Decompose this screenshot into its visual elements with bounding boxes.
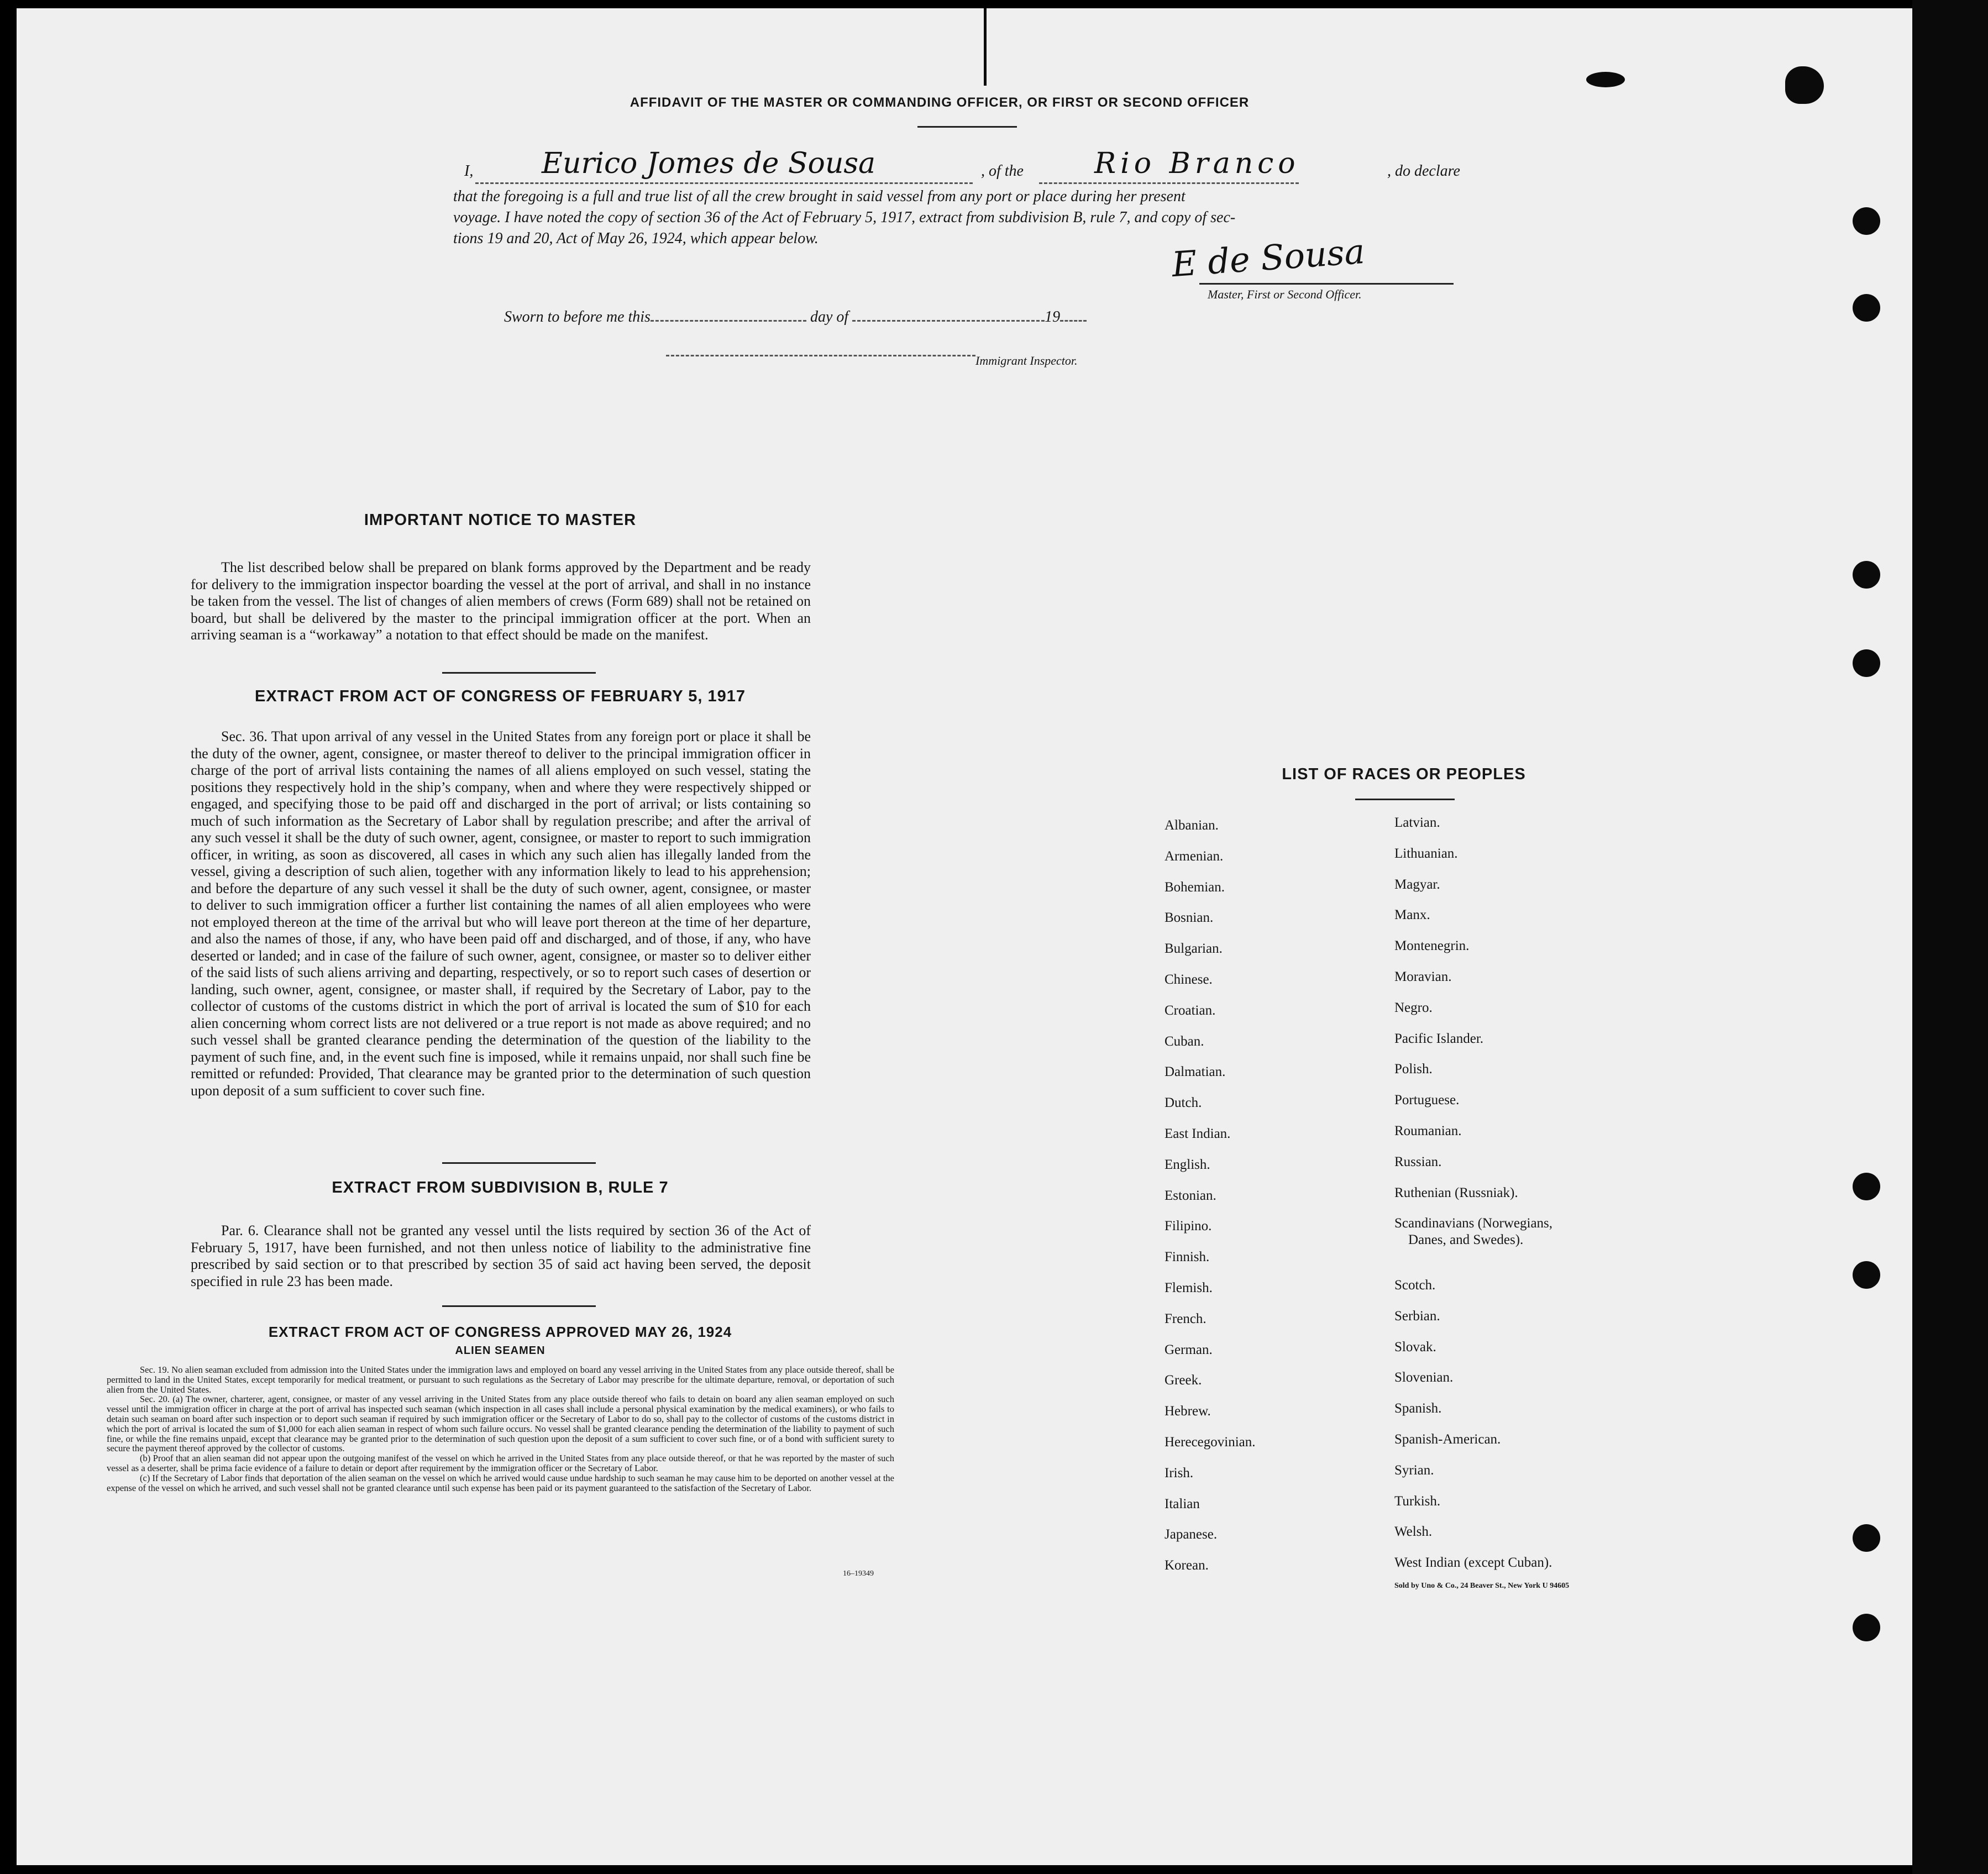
race-item: Serbian.: [1394, 1308, 1440, 1324]
sec-20b-text: (b) Proof that an alien seaman did not appear upon the outgoing manifest of the vessel on which he arrived in the United States from any place outside thereof, or that he was reported by the master of such vessel as a deserter, shall be prima facie evidence of a failure to detain or deport after requirement by the immigration officer or the Secretary of Labor.: [107, 1453, 894, 1473]
day-of-label: day of: [810, 308, 849, 326]
vessel-underline: [1039, 182, 1299, 184]
sec-20c-text: (c) If the Secretary of Labor finds that deportation of the alien seaman on the vessel on which he arrived would cause undue hardship to such seaman he may cause him to be deported on another vessel at the expense of the vessel on which he arrived, and such vessel shall not be granted clearance until such expense has been paid or its payment guaranteed to the satisfaction of the Secretary of Labor.: [107, 1472, 894, 1493]
races-heading-divider: [1355, 799, 1455, 800]
races-heading: LIST OF RACES OR PEOPLES: [1282, 765, 1526, 783]
i-label: I,: [464, 162, 474, 180]
race-item: Japanese.: [1165, 1527, 1218, 1542]
race-item: Albanian.: [1165, 818, 1219, 833]
race-item: Polish.: [1394, 1062, 1433, 1077]
declaration-line-3: tions 19 and 20, Act of May 26, 1924, which appear below.: [453, 230, 819, 247]
sec-20a-text: Sec. 20. (a) The owner, charterer, agent, consignee, or master of any vessel arriving in the United States from any place outside thereof who fails to detain on board any alien seaman employed on such vessel until the immigration officer in charge at the port of arrival has inspected such seaman (which inspection in all cases shall include a personal physical examination by the medical examiners), or who fails to detain such seaman on board after such inspection or to deport such seaman if required by such immigration officer or the Secretary of Labor to do so, shall pay to the collector of customs of the customs district in which the port of arrival is located the sum of $1,000 for each alien seaman in respect of whom such failure occurs. No vessel shall be granted clearance pending the determination of the liability to payment of such fine, or while the fine remains unpaid, except that clearance may be granted prior to the determination of such question upon the deposit of a sum sufficient to cover such fine, or of a bond with sufficient surety to secure the payment thereof approved by the collector of customs.: [107, 1394, 894, 1454]
sworn-line: [504, 308, 1167, 326]
alien-seamen-subheading: ALIEN SEAMEN: [455, 1345, 545, 1357]
race-item: Flemish.: [1165, 1280, 1213, 1295]
year-prefix: 19: [1045, 308, 1061, 326]
inspector-caption: Immigrant Inspector.: [975, 354, 1078, 368]
race-item: Irish.: [1165, 1465, 1194, 1481]
race-item-scandinavians: [1394, 1215, 1552, 1277]
sworn-month-field: [852, 320, 1045, 322]
race-item: Greek.: [1165, 1373, 1202, 1388]
race-item: Herecegovinian.: [1165, 1434, 1256, 1450]
race-item: Pacific Islander.: [1394, 1031, 1484, 1046]
officer-signature: E de Sousa: [1170, 230, 1366, 285]
declaration-line-0: [464, 147, 1481, 180]
name-underline: [475, 182, 973, 184]
race-item: Russian.: [1394, 1154, 1442, 1169]
officer-name: Eurico Jomes de Sousa: [542, 147, 876, 180]
race-item: Italian: [1165, 1496, 1200, 1511]
race-item: Dalmatian.: [1165, 1064, 1226, 1080]
title-divider: [917, 126, 1017, 128]
races-left-column: [1165, 817, 1256, 1588]
sworn-label: Sworn to before me this: [504, 308, 651, 326]
race-item: Slovenian.: [1394, 1370, 1454, 1385]
race-item: Dutch.: [1165, 1095, 1202, 1111]
affidavit-title: AFFIDAVIT OF THE MASTER OR COMMANDING OFFICER, OR FIRST OR SECOND OFFICER: [630, 95, 1250, 110]
race-item: Cuban.: [1165, 1033, 1204, 1049]
notice-text: The list described below shall be prepared on blank forms approved by the Department and be ready for delivery to the immigration inspector boarding the vessel at the port of arrival, and shall in no instance be taken from the vessel. The list of changes of alien members of crews (Form 689) shall not be retained on board, but shall be delivered by the master to the principal immigration officer at the port. When an arriving seaman is a “workaway” a notation to that effect should be made on the manifest.: [191, 559, 811, 643]
punch-hole-icon: [1853, 1261, 1880, 1289]
inspector-line: [666, 355, 975, 356]
race-item: Magyar.: [1394, 876, 1440, 892]
race-item: Ruthenian (Russniak).: [1394, 1185, 1518, 1200]
race-item: Finnish.: [1165, 1250, 1210, 1265]
race-item: Spanish-American.: [1394, 1431, 1501, 1447]
declaration-line-2: voyage. I have noted the copy of section 36 of the Act of February 5, 1917, extract from subdivision B, rule 7, and copy of sec-: [453, 209, 1236, 226]
race-item: Syrian.: [1394, 1462, 1434, 1478]
subdivision-b-text: Par. 6. Clearance shall not be granted any vessel until the lists required by section 36 of the Act of February 5, 1917, have been furnished, and not then unless notice of liability to the administrative fine prescribed by said section or to that prescribed by section 35 of said act having been served, the deposit specified in rule 23 has been made.: [191, 1222, 811, 1289]
race-item: Negro.: [1394, 1000, 1433, 1015]
punch-hole-icon: [1853, 1524, 1880, 1552]
race-item: Lithuanian.: [1394, 846, 1458, 861]
race-item: Bohemian.: [1165, 879, 1225, 895]
race-item: French.: [1165, 1311, 1207, 1326]
race-item: Roumanian.: [1394, 1123, 1462, 1138]
race-item: Croatian.: [1165, 1002, 1216, 1018]
notice-heading: IMPORTANT NOTICE TO MASTER: [364, 511, 637, 529]
signature-line: [1199, 283, 1454, 285]
scandinavians-line-2: Danes, and Swedes).: [1408, 1232, 1524, 1248]
declaration-line-1: that the foregoing is a full and true list of all the crew brought in said vessel from any port or place during her present: [453, 188, 1186, 205]
scandinavians-line-1: Scandinavians (Norwegians,: [1394, 1216, 1553, 1231]
of-the-label: , of the: [981, 162, 1024, 180]
punch-hole-icon: [1853, 1173, 1880, 1200]
punch-hole-icon: [1853, 561, 1880, 589]
race-item: Filipino.: [1165, 1219, 1212, 1234]
race-item: Bosnian.: [1165, 910, 1214, 926]
race-item: Hebrew.: [1165, 1404, 1211, 1419]
race-item: Slovak.: [1394, 1339, 1436, 1355]
tear-mark: [984, 8, 987, 86]
sec-19-text: Sec. 19. No alien seaman excluded from admission into the United States under the immigration laws and employed on board any vessel arriving in the United States from any place outside thereof, shall be permitted to land in the United States, except temporarily for medical treatment, or pursuant to such regulations as the Secretary of Labor may prescribe for the ultimate departure, removal, or deportation of such alien from the United States.: [107, 1364, 894, 1395]
vessel-name: Rio Branco: [1094, 147, 1300, 180]
extract-1917-divider: [442, 1162, 596, 1164]
race-item: Spanish.: [1394, 1401, 1442, 1416]
race-item: German.: [1165, 1342, 1213, 1357]
race-item: Portuguese.: [1394, 1093, 1460, 1108]
sworn-year-field: [1060, 320, 1087, 322]
race-item: Turkish.: [1394, 1493, 1441, 1509]
scan-border: [1912, 0, 1988, 1874]
do-declare-label: , do declare: [1387, 162, 1460, 180]
race-item: Estonian.: [1165, 1188, 1216, 1203]
race-item: Korean.: [1165, 1558, 1209, 1573]
race-item: Bulgarian.: [1165, 941, 1223, 957]
race-item: Montenegrin.: [1394, 938, 1470, 954]
ink-blot: [1785, 66, 1824, 104]
subdivision-b-heading: EXTRACT FROM SUBDIVISION B, RULE 7: [332, 1179, 669, 1196]
printer-credit: Sold by Uno & Co., 24 Beaver St., New York U 94605: [1394, 1582, 1570, 1590]
race-item: Welsh.: [1394, 1524, 1433, 1540]
race-item: East Indian.: [1165, 1126, 1231, 1141]
punch-hole-icon: [1853, 207, 1880, 235]
race-item: Moravian.: [1394, 969, 1452, 984]
race-item: Latvian.: [1394, 815, 1440, 830]
race-item: Scotch.: [1394, 1277, 1436, 1293]
extract-1917-text: Sec. 36. That upon arrival of any vessel in the United States from any foreign port or place it shall be the duty of the owner, agent, consignee, or master thereof to deliver to the principal immigration officer in charge of the port of arrival lists containing the names of all aliens employed on such vessel, stating the positions they respectively hold in the ship’s company, when and where they were respectively shipped or engaged, and specifying those to be paid off and discharged in the port of arrival; or lists containing so much of such information as the Secretary of Labor shall by regulation prescribe; and after the arrival of any such vessel it shall be the duty of such owner, agent, consignee, or master to report to such immigration officer, in writing, as soon as discovered, all cases in which any such alien has illegally landed from the vessel, giving a description of such alien, together with any information likely to lead to his apprehension; and before the departure of any such vessel it shall be the duty of such owner, agent, consignee, or master to deliver to such immigration officer a further list containing the names of all alien employees who were not employed thereon at the time of the arrival but who will leave port thereon at the time of her departure, and also the names of those, if any, who have been paid off and discharged, and of those, if any, who have deserted or landed; and in case of the failure of such owner, agent, consignee, or master so to deliver either of the said lists of such aliens arriving and departing, respectively, or so to report such cases of desertion or landing, such owner, agent, consignee, or master shall, if required by the Secretary of Labor, pay to the collector of customs of the customs district in which the port of arrival is located the sum of $10 for each alien concerning whom correct lists are not delivered or a true report is not made as above required; and no such vessel shall be granted clearance pending the determination of the question of the liability to the payment of such fine, and, in the event such fine is imposed, while it remains unpaid, nor shall such fine be remitted or refunded: Provided, That clearance may be granted prior to the determination of such question upon deposit of a sum sufficient to cover such fine.: [191, 728, 811, 1099]
extract-1917-heading: EXTRACT FROM ACT OF CONGRESS OF FEBRUARY 5, 1917: [254, 687, 746, 705]
signature-caption: Master, First or Second Officer.: [1208, 287, 1362, 301]
race-item: Armenian.: [1165, 848, 1224, 864]
subdivision-b-divider: [442, 1305, 596, 1307]
punch-hole-icon: [1853, 649, 1880, 677]
ink-blot: [1586, 72, 1625, 87]
punch-hole-icon: [1853, 1614, 1880, 1641]
race-item: Manx.: [1394, 907, 1430, 923]
extract-1924-text: [107, 1365, 894, 1493]
race-item: English.: [1165, 1157, 1210, 1172]
race-item: Chinese.: [1165, 972, 1213, 987]
races-right-column: [1394, 815, 1552, 1586]
notice-divider: [442, 672, 596, 674]
extract-1924-heading: EXTRACT FROM ACT OF CONGRESS APPROVED MAY 26, 1924: [268, 1324, 732, 1340]
punch-hole-icon: [1853, 294, 1880, 322]
sworn-day-field: [651, 320, 806, 322]
race-item: West Indian (except Cuban).: [1394, 1555, 1552, 1571]
form-number: 16–19349: [843, 1569, 874, 1578]
